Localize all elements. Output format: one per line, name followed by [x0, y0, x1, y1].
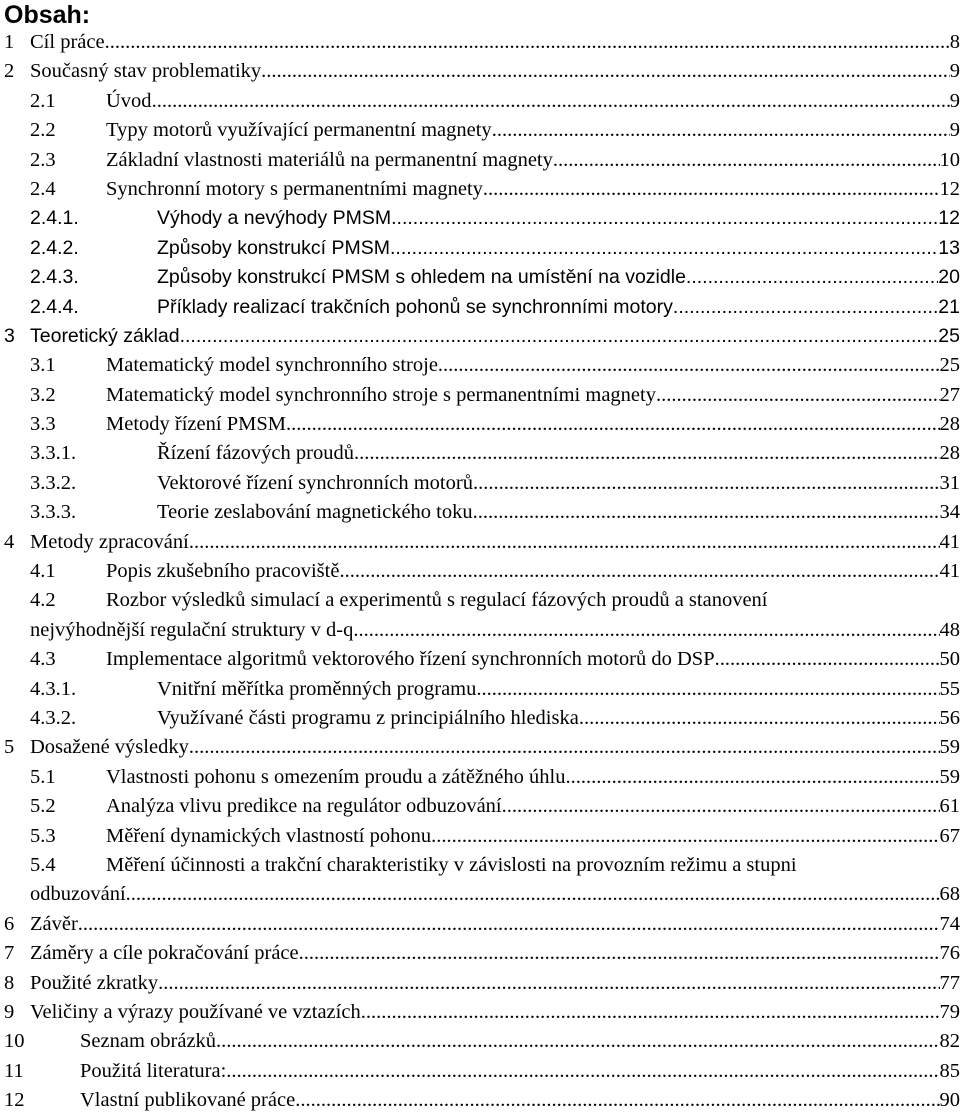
toc-entry-number: 3.3.2. [30, 469, 76, 498]
toc-entry-number: 4.3.1. [30, 675, 76, 704]
toc-entry-number: 10 [4, 1027, 25, 1056]
toc-entry-leader-line [106, 351, 960, 380]
toc-entry-leader-line [30, 57, 960, 86]
toc-entry[interactable] [0, 822, 960, 851]
toc-page-number[interactable]: 56 [940, 704, 960, 733]
toc-leader-dots [438, 351, 940, 380]
toc-page-number[interactable]: 20 [938, 263, 960, 292]
toc-entry-number: 2.3 [30, 146, 56, 175]
toc-entry-number: 3.3 [30, 410, 56, 439]
toc-entry-number: 5.4 [30, 851, 56, 880]
toc-entry-number: 7 [4, 939, 14, 968]
toc-entry[interactable] [0, 939, 960, 968]
toc-entry-leader-line [157, 439, 960, 468]
toc-page-number[interactable]: 48 [940, 616, 960, 645]
toc-entry-title[interactable]: Měření účinnosti a trakční charakteristiky v závislosti na provozním režimu a stupni [106, 851, 797, 880]
toc-page-number[interactable]: 34 [940, 498, 960, 527]
toc-page-number[interactable]: 68 [940, 880, 960, 909]
toc-page-number[interactable]: 85 [940, 1057, 960, 1086]
toc-entry-title[interactable]: Matematický model synchronního stroje [106, 351, 438, 380]
toc-page-number[interactable]: 77 [940, 969, 960, 998]
toc-leader-dots [553, 146, 940, 175]
toc-entry-title[interactable]: Analýza vlivu predikce na regulátor odbuzování [106, 792, 502, 821]
toc-entry-number: 4.3 [30, 645, 56, 674]
toc-entry[interactable] [0, 880, 960, 909]
toc-entry-number: 6 [4, 910, 14, 939]
toc-page-number[interactable]: 59 [940, 763, 960, 792]
toc-entry-title[interactable]: Cíl práce [30, 28, 105, 57]
toc-entry-leader-line [106, 557, 960, 586]
toc-page-number[interactable]: 12 [940, 175, 960, 204]
toc-entry-leader-line [80, 1027, 960, 1056]
toc-leader-dots [295, 1086, 939, 1115]
toc-entry-title[interactable]: Využívané části programu z principiálního hlediska [157, 704, 579, 733]
toc-entry-title[interactable]: Teoretický základ [30, 322, 180, 351]
toc-entry[interactable] [0, 263, 960, 292]
toc-list [0, 28, 960, 1115]
toc-entry-title[interactable]: nejvýhodnější regulační struktury v d-q [30, 616, 353, 645]
toc-page-number[interactable]: 9 [950, 57, 960, 86]
toc-entry-leader-line [30, 528, 960, 557]
toc-entry-title[interactable]: Použitá literatura: [80, 1057, 226, 1086]
toc-entry-leader-line [106, 645, 960, 674]
toc-entry-title[interactable]: Způsoby konstrukcí PMSM s ohledem na umístění na vozidle [157, 263, 686, 292]
toc-page-number[interactable]: 8 [950, 28, 960, 57]
toc-page-number[interactable]: 31 [940, 469, 960, 498]
toc-page-number[interactable]: 12 [938, 204, 960, 233]
toc-leader-dots [189, 733, 940, 762]
toc-entry-title[interactable]: Závěr [30, 910, 78, 939]
toc-entry-number: 2.1 [30, 87, 56, 116]
toc-entry[interactable] [0, 1057, 960, 1086]
toc-entry[interactable] [0, 616, 960, 645]
toc-entry-leader-line [80, 1057, 960, 1086]
toc-leader-dots [105, 28, 950, 57]
toc-leader-dots [189, 528, 940, 557]
toc-entry-title[interactable]: Příklady realizací trakčních pohonů se synchronními motory [157, 293, 673, 322]
toc-entry-number: 5.3 [30, 822, 56, 851]
toc-leader-dots [216, 1027, 939, 1056]
toc-entry-title[interactable]: Vektorové řízení synchronních motorů [157, 469, 473, 498]
toc-entry[interactable] [0, 146, 960, 175]
toc-entry-title[interactable]: Použité zkratky [30, 969, 158, 998]
toc-entry-number: 4.1 [30, 557, 56, 586]
toc-page-number[interactable]: 10 [940, 146, 960, 175]
toc-entry[interactable] [0, 439, 960, 468]
toc-entry[interactable] [0, 322, 960, 351]
toc-entry[interactable] [0, 763, 960, 792]
toc-leader-dots [565, 763, 939, 792]
toc-entry[interactable] [0, 528, 960, 557]
toc-entry-leader-line [106, 410, 960, 439]
toc-leader-dots [299, 939, 940, 968]
toc-entry[interactable] [0, 175, 960, 204]
toc-entry-number: 2.4.1. [30, 204, 79, 233]
toc-entry-title[interactable]: Měření dynamických vlastností pohonu [106, 822, 431, 851]
toc-entry-number: 2 [4, 57, 14, 86]
toc-page-number[interactable]: 21 [938, 293, 960, 322]
toc-entry[interactable] [0, 1027, 960, 1056]
toc-entry-leader-line [30, 733, 960, 762]
toc-leader-dots [476, 675, 939, 704]
toc-leader-dots [353, 616, 939, 645]
toc-leader-dots [673, 293, 938, 322]
toc-leader-dots [152, 87, 950, 116]
toc-leader-dots [483, 175, 940, 204]
toc-leader-dots [391, 204, 938, 233]
toc-entry-number: 4.2 [30, 586, 56, 615]
toc-heading: Obsah: [4, 0, 90, 30]
toc-entry-leader-line [157, 469, 960, 498]
toc-leader-dots [78, 910, 940, 939]
toc-entry-number: 3.2 [30, 381, 56, 410]
toc-page-number[interactable]: 61 [940, 792, 960, 821]
toc-entry-title[interactable]: odbuzování [30, 880, 126, 909]
toc-entry-title[interactable]: Výhody a nevýhody PMSM [157, 204, 391, 233]
toc-entry-line [0, 851, 960, 880]
toc-entry-number: 5.2 [30, 792, 56, 821]
toc-entry[interactable] [0, 57, 960, 86]
toc-leader-dots [158, 969, 939, 998]
toc-entry[interactable] [0, 969, 960, 998]
toc-entry-leader-line [30, 880, 960, 909]
toc-entry[interactable] [0, 704, 960, 733]
toc-entry-title[interactable]: Dosažené výsledky [30, 733, 189, 762]
toc-entry[interactable] [0, 381, 960, 410]
toc-entry[interactable] [0, 351, 960, 380]
toc-entry[interactable] [0, 234, 960, 263]
toc-entry-number: 4 [4, 528, 14, 557]
toc-entry-number: 2.4.2. [30, 234, 79, 263]
toc-entry-title[interactable]: Vlastnosti pohonu s omezením proudu a zátěžného úhlu [106, 763, 565, 792]
toc-entry-number: 9 [4, 998, 14, 1027]
toc-leader-dots [473, 469, 940, 498]
toc-entry[interactable] [0, 675, 960, 704]
toc-entry-leader-line [106, 822, 960, 851]
toc-entry-number: 4.3.2. [30, 704, 76, 733]
toc-page-number[interactable]: 90 [940, 1086, 960, 1115]
toc-entry-leader-line [106, 116, 960, 145]
toc-leader-dots [226, 1057, 939, 1086]
toc-entry-number: 3.3.1. [30, 439, 76, 468]
toc-leader-dots [502, 792, 940, 821]
toc-entry-number: 2.2 [30, 116, 56, 145]
toc-entry[interactable] [0, 792, 960, 821]
toc-entry-title[interactable]: Metody zpracování [30, 528, 189, 557]
toc-entry[interactable] [0, 469, 960, 498]
toc-entry[interactable] [0, 557, 960, 586]
toc-entry-title[interactable]: Vnitřní měřítka proměnných programu [157, 675, 476, 704]
toc-entry-line [0, 586, 960, 615]
toc-page-number[interactable]: 41 [940, 557, 960, 586]
toc-entry-title[interactable]: Typy motorů využívající permanentní magnety [106, 116, 492, 145]
toc-page-number[interactable]: 79 [940, 998, 960, 1027]
toc-page-number[interactable]: 67 [940, 822, 960, 851]
toc-leader-dots [286, 410, 940, 439]
toc-entry-leader-line [106, 146, 960, 175]
toc-entry-number: 2.4 [30, 175, 56, 204]
toc-leader-dots [126, 880, 940, 909]
toc-page-number[interactable]: 9 [950, 116, 960, 145]
toc-page-number[interactable]: 9 [950, 87, 960, 116]
toc-leader-dots [390, 234, 938, 263]
toc-page-number[interactable]: 27 [940, 381, 960, 410]
toc-page-number[interactable]: 13 [938, 234, 960, 263]
toc-entry[interactable] [0, 498, 960, 527]
toc-entry-number: 1 [4, 28, 14, 57]
toc-leader-dots [715, 645, 940, 674]
toc-leader-dots [261, 57, 950, 86]
toc-leader-dots [656, 381, 940, 410]
toc-entry-leader-line [30, 969, 960, 998]
toc-entry-number: 3.3.3. [30, 498, 76, 527]
toc-entry[interactable] [0, 733, 960, 762]
toc-leader-dots [473, 498, 940, 527]
toc-entry-leader-line [157, 263, 960, 292]
toc-entry-title[interactable]: Seznam obrázků [80, 1027, 216, 1056]
toc-entry-leader-line [30, 322, 960, 351]
toc-page-number[interactable]: 25 [938, 322, 960, 351]
toc-entry-leader-line [157, 293, 960, 322]
toc-entry[interactable] [0, 410, 960, 439]
toc-entry-leader-line [80, 1086, 960, 1115]
toc-entry-leader-line [30, 998, 960, 1027]
toc-entry-title[interactable]: Teorie zeslabování magnetického toku [157, 498, 473, 527]
toc-entry-leader-line [30, 28, 960, 57]
toc-entry-leader-line [30, 616, 960, 645]
toc-entry-title[interactable]: Základní vlastnosti materiálů na permanentní magnety [106, 146, 553, 175]
toc-entry[interactable] [0, 1086, 960, 1115]
toc-page-number[interactable]: 50 [940, 645, 960, 674]
toc-entry-leader-line [30, 910, 960, 939]
toc-entry-number: 5.1 [30, 763, 56, 792]
toc-entry-leader-line [106, 381, 960, 410]
toc-entry[interactable] [0, 116, 960, 145]
toc-entry-title[interactable]: Rozbor výsledků simulací a experimentů s regulací fázových proudů a stanovení [106, 586, 768, 615]
toc-entry-leader-line [106, 175, 960, 204]
toc-entry-number: 2.4.3. [30, 263, 79, 292]
toc-entry-title[interactable]: Řízení fázových proudů [157, 439, 354, 468]
toc-entry-leader-line [106, 763, 960, 792]
toc-entry-leader-line [106, 87, 960, 116]
toc-entry[interactable] [0, 204, 960, 233]
toc-entry[interactable] [0, 28, 960, 57]
toc-leader-dots [361, 998, 940, 1027]
toc-entry-title[interactable]: Veličiny a výrazy používané ve vztazích [30, 998, 361, 1027]
toc-entry-title[interactable]: Matematický model synchronního stroje s permanentními magnety [106, 381, 656, 410]
toc-entry-title[interactable]: Metody řízení PMSM [106, 410, 286, 439]
toc-entry-number: 12 [4, 1086, 25, 1115]
toc-entry-leader-line [157, 498, 960, 527]
toc-entry-leader-line [106, 792, 960, 821]
toc-leader-dots [339, 557, 939, 586]
toc-page-number[interactable]: 74 [940, 910, 960, 939]
toc-entry-leader-line [157, 204, 960, 233]
toc-page-number[interactable]: 41 [940, 528, 960, 557]
toc-entry-title[interactable]: Vlastní publikované práce [80, 1086, 295, 1115]
toc-page-number[interactable]: 82 [940, 1027, 960, 1056]
toc-entry-title[interactable]: Popis zkušebního pracoviště [106, 557, 339, 586]
toc-page-number[interactable]: 28 [940, 410, 960, 439]
toc-page-number[interactable]: 59 [940, 733, 960, 762]
toc-entry-number: 2.4.4. [30, 293, 79, 322]
toc-entry-title[interactable]: Synchronní motory s permanentními magnety [106, 175, 483, 204]
toc-entry-number: 3 [4, 322, 15, 351]
toc-entry-title[interactable]: Implementace algoritmů vektorového řízení synchronních motorů do DSP [106, 645, 715, 674]
toc-leader-dots [431, 822, 939, 851]
toc-leader-dots [492, 116, 950, 145]
toc-entry-leader-line [157, 675, 960, 704]
toc-entry-leader-line [157, 704, 960, 733]
toc-entry-number: 3.1 [30, 351, 56, 380]
toc-entry-title[interactable]: Způsoby konstrukcí PMSM [157, 234, 390, 263]
toc-entry-number: 5 [4, 733, 14, 762]
toc-entry[interactable] [0, 998, 960, 1027]
toc-page-number[interactable]: 28 [940, 439, 960, 468]
toc-entry-leader-line [30, 939, 960, 968]
toc-page-number[interactable]: 25 [940, 351, 960, 380]
toc-entry[interactable] [0, 910, 960, 939]
toc-entry-title[interactable]: Úvod [106, 87, 152, 116]
toc-page-number[interactable]: 76 [940, 939, 960, 968]
toc-entry[interactable] [0, 645, 960, 674]
toc-leader-dots [579, 704, 940, 733]
toc-entry-number: 11 [4, 1057, 24, 1086]
toc-entry-title[interactable]: Současný stav problematiky [30, 57, 261, 86]
toc-leader-dots [180, 322, 939, 351]
toc-leader-dots [686, 263, 938, 292]
toc-entry-number: 8 [4, 969, 14, 998]
toc-leader-dots [354, 439, 940, 468]
toc-entry[interactable] [0, 293, 960, 322]
toc-page-number[interactable]: 55 [940, 675, 960, 704]
toc-entry-title[interactable]: Záměry a cíle pokračování práce [30, 939, 299, 968]
toc-entry[interactable] [0, 87, 960, 116]
toc-entry-leader-line [157, 234, 960, 263]
